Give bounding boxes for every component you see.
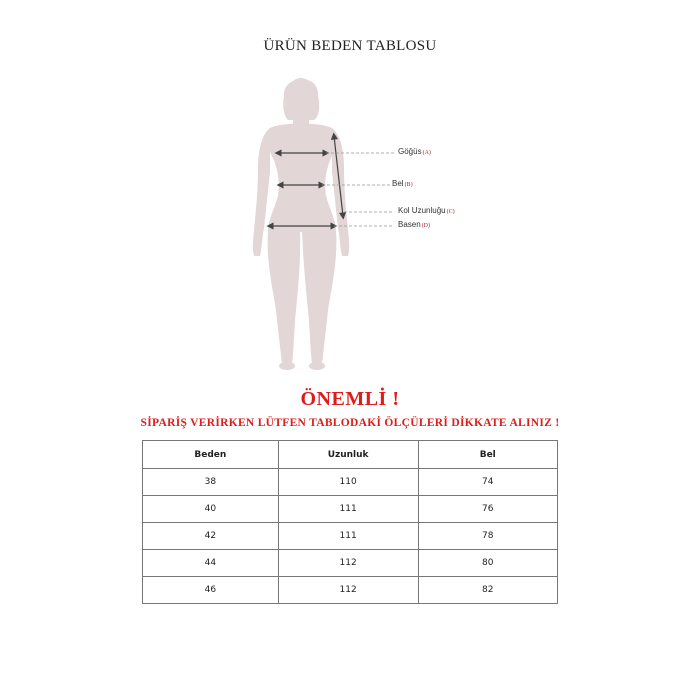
cell-length: 111 <box>278 523 418 550</box>
important-heading: ÖNEMLİ ! <box>300 388 400 410</box>
table-row <box>143 496 558 523</box>
cell-waist: 74 <box>418 469 558 496</box>
table-row <box>143 577 558 604</box>
cell-length: 110 <box>278 469 418 496</box>
cell-waist: 76 <box>418 496 558 523</box>
cell-length: 112 <box>278 577 418 604</box>
page-title: ÜRÜN BEDEN TABLOSU <box>263 38 437 54</box>
cell-waist: 80 <box>418 550 558 577</box>
column-header-size: Beden <box>143 441 279 469</box>
label-waist: Bel(B) <box>392 179 413 188</box>
cell-size: 42 <box>143 523 279 550</box>
cell-length: 112 <box>278 550 418 577</box>
cell-waist: 78 <box>418 523 558 550</box>
label-chest: Göğüs(A) <box>398 147 431 156</box>
label-hips: Basen(D) <box>398 220 431 229</box>
cell-waist: 82 <box>418 577 558 604</box>
cell-size: 46 <box>143 577 279 604</box>
label-arm-length: Kol Uzunluğu(C) <box>398 206 455 215</box>
table-row <box>143 523 558 550</box>
important-notice: SİPARİŞ VERİRKEN LÜTFEN TABLODAKİ ÖLÇÜLERİ DİKKATE ALINIZ ! <box>140 417 560 429</box>
cell-size: 38 <box>143 469 279 496</box>
column-header-waist: Bel <box>418 441 558 469</box>
table-row <box>143 550 558 577</box>
size-table <box>142 440 558 604</box>
table-row <box>143 469 558 496</box>
cell-size: 40 <box>143 496 279 523</box>
silhouette <box>253 78 349 370</box>
column-header-length: Uzunluk <box>278 441 418 469</box>
table-header-row <box>143 441 558 469</box>
cell-length: 111 <box>278 496 418 523</box>
cell-size: 44 <box>143 550 279 577</box>
